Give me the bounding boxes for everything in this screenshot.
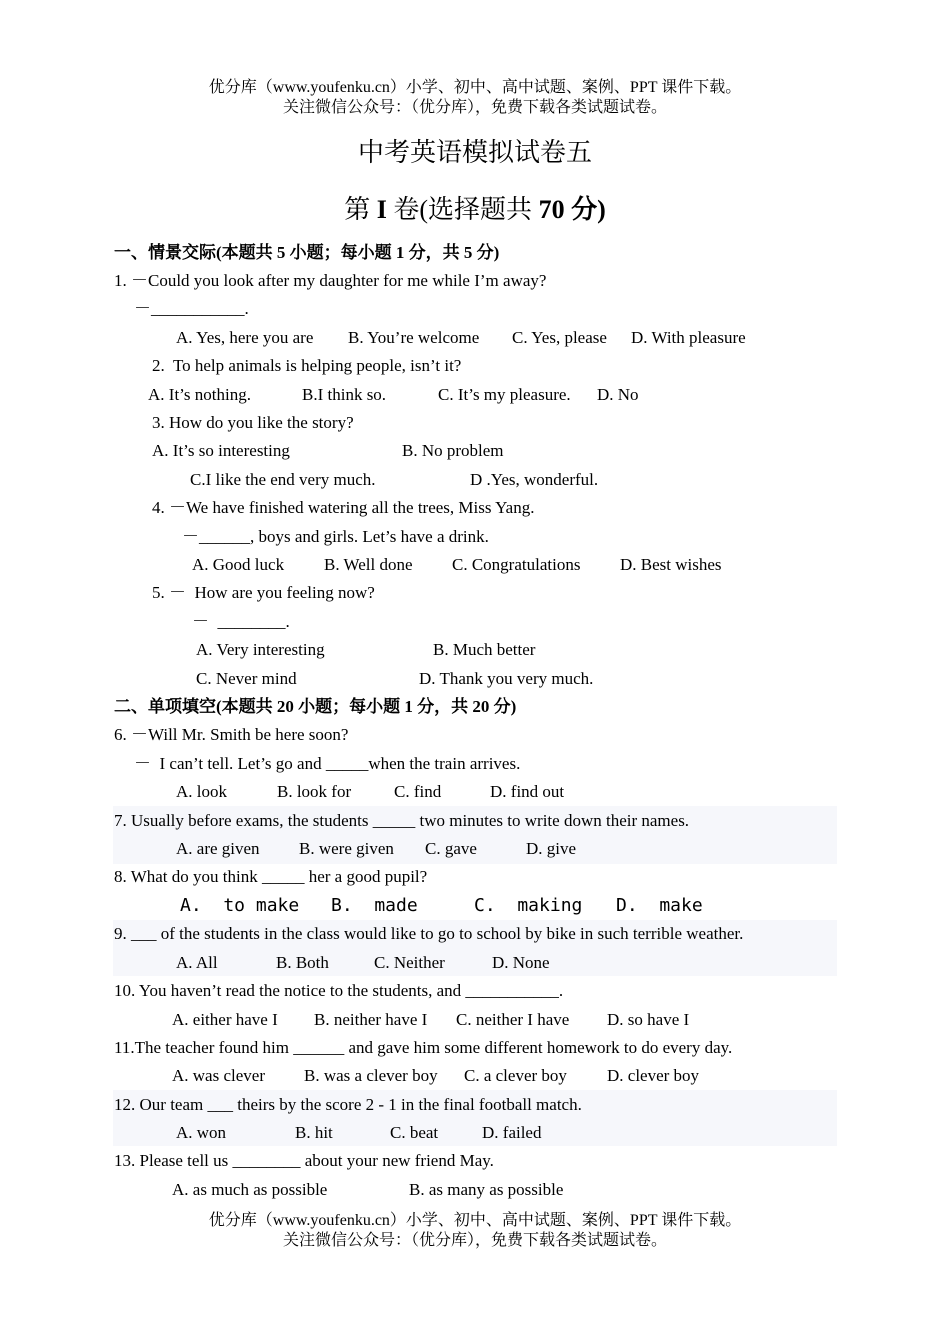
question-10-option-b[interactable]: B. neither have I: [314, 1010, 428, 1029]
question-5-reply: － ________.: [192, 612, 290, 631]
question-1-option-c[interactable]: C. Yes, please: [512, 328, 607, 347]
question-6-stem: 6. －Will Mr. Smith be here soon?: [114, 725, 349, 744]
question-2-option-b[interactable]: B.I think so.: [302, 385, 387, 404]
question-1-reply: －___________.: [134, 299, 249, 318]
question-11-option-c[interactable]: C. a clever boy: [464, 1066, 567, 1085]
question-4-option-b[interactable]: B. Well done: [324, 555, 413, 574]
question-6-reply: － I can’t tell. Let’s go and _____when the train arrives.: [134, 754, 521, 773]
header-line-2: 关注微信公众号：（优分库），免费下载各类试题试卷。: [282, 99, 667, 116]
question-12-option-c[interactable]: C. beat: [390, 1123, 439, 1142]
question-3-stem: 3. How do you like the story?: [152, 413, 354, 432]
question-4-option-c[interactable]: C. Congratulations: [452, 555, 581, 574]
question-8-option-b[interactable]: B. made: [331, 895, 418, 916]
subtitle-score: 70: [538, 195, 565, 224]
question-3-option-d[interactable]: D .Yes, wonderful.: [470, 470, 599, 489]
question-4-option-d[interactable]: D. Best wishes: [620, 555, 722, 574]
question-5-option-d[interactable]: D. Thank you very much.: [419, 669, 594, 688]
question-6-option-c[interactable]: C. find: [394, 782, 442, 801]
question-6-option-b[interactable]: B. look for: [277, 782, 352, 801]
question-6-option-d[interactable]: D. find out: [490, 782, 565, 801]
subtitle-middle: 卷(选择题共: [386, 195, 539, 224]
question-3-option-c[interactable]: C.I like the end very much.: [190, 470, 376, 489]
question-11-option-a[interactable]: A. was clever: [172, 1066, 265, 1085]
subtitle-roman: I: [376, 195, 387, 224]
question-10-stem: 10. You haven’t read the notice to the students, and ___________.: [114, 981, 564, 1000]
question-10-option-a[interactable]: A. either have I: [172, 1010, 278, 1029]
question-9-option-d[interactable]: D. None: [492, 953, 550, 972]
question-13-stem: 13. Please tell us ________ about your new friend May.: [114, 1151, 494, 1170]
question-7-option-a[interactable]: A. are given: [176, 839, 260, 858]
page-title: 中考英语模拟试卷五: [357, 138, 592, 167]
question-3-option-b[interactable]: B. No problem: [402, 441, 504, 460]
question-9-option-a[interactable]: A. All: [176, 953, 218, 972]
question-7-option-c[interactable]: C. gave: [425, 839, 477, 858]
question-1-option-b[interactable]: B. You’re welcome: [348, 328, 480, 347]
question-1-stem: 1. －Could you look after my daughter for me while I’m away?: [114, 271, 547, 290]
question-1-option-a[interactable]: A. Yes, here you are: [176, 328, 314, 347]
question-8-option-a[interactable]: A. to make: [180, 895, 300, 916]
section-heading-2: 二、单项填空(本题共 20 小题；每小题 1 分，共 20 分): [114, 697, 517, 716]
question-4-stem: 4. －We have finished watering all the trees, Miss Yang.: [152, 498, 535, 517]
question-5-option-c[interactable]: C. Never mind: [196, 669, 297, 688]
question-5-option-a[interactable]: A. Very interesting: [196, 640, 325, 659]
section-heading-1: 一、情景交际(本题共 5 小题；每小题 1 分，共 5 分): [114, 243, 500, 262]
question-5-stem: 5. － How are you feeling now?: [152, 583, 375, 602]
question-4-option-a[interactable]: A. Good luck: [192, 555, 285, 574]
question-12-stem: 12. Our team ___ theirs by the score 2 - 1 in the final football match.: [114, 1095, 582, 1114]
question-8-option-d[interactable]: D. make: [616, 895, 703, 916]
footer-line-1: 优分库（www.youfenku.cn）小学、初中、高中试题、案例、PPT 课件下载。: [208, 1212, 742, 1229]
question-7-option-d[interactable]: D. give: [526, 839, 577, 858]
question-13-option-b[interactable]: B. as many as possible: [409, 1180, 564, 1199]
question-12-option-d[interactable]: D. failed: [482, 1123, 542, 1142]
question-3-option-a[interactable]: A. It’s so interesting: [152, 441, 290, 460]
question-13-option-a[interactable]: A. as much as possible: [172, 1180, 328, 1199]
question-12-option-b[interactable]: B. hit: [295, 1123, 333, 1142]
question-7-option-b[interactable]: B. were given: [299, 839, 394, 858]
question-5-option-b[interactable]: B. Much better: [433, 640, 536, 659]
question-2-stem: 2. To help animals is helping people, isn’t it?: [152, 356, 462, 375]
question-9-option-c[interactable]: C. Neither: [374, 953, 445, 972]
paper-subtitle: [0, 195, 950, 225]
question-9-option-b[interactable]: B. Both: [276, 953, 329, 972]
question-1-option-d[interactable]: D. With pleasure: [631, 328, 746, 347]
question-6-option-a[interactable]: A. look: [176, 782, 227, 801]
question-12-option-a[interactable]: A. won: [176, 1123, 227, 1142]
question-9-stem: 9. ___ of the students in the class would like to go to school by bike in such terrible weather.: [114, 924, 744, 943]
question-10-option-d[interactable]: D. so have I: [607, 1010, 690, 1029]
question-4-reply: －______, boys and girls. Let’s have a drink.: [182, 527, 489, 546]
question-2-option-a[interactable]: A. It’s nothing.: [148, 385, 251, 404]
subtitle-prefix: 第: [344, 195, 377, 224]
question-2-option-c[interactable]: C. It’s my pleasure.: [438, 385, 571, 404]
question-11-stem: 11.The teacher found him ______ and gave him some different homework to do every day.: [114, 1038, 733, 1057]
question-8-option-c[interactable]: C. making: [474, 895, 583, 916]
question-8-stem: 8. What do you think _____ her a good pupil?: [114, 867, 428, 886]
footer-line-2: 关注微信公众号：（优分库），免费下载各类试题试卷。: [282, 1232, 667, 1249]
question-10-option-c[interactable]: C. neither I have: [456, 1010, 570, 1029]
header-line-1: 优分库（www.youfenku.cn）小学、初中、高中试题、案例、PPT 课件下载。: [208, 79, 742, 96]
question-2-option-d[interactable]: D. No: [597, 385, 639, 404]
subtitle-suffix: 分): [564, 195, 606, 224]
question-11-option-d[interactable]: D. clever boy: [607, 1066, 700, 1085]
question-7-stem: 7. Usually before exams, the students _____ two minutes to write down their names.: [114, 811, 690, 830]
question-11-option-b[interactable]: B. was a clever boy: [304, 1066, 438, 1085]
